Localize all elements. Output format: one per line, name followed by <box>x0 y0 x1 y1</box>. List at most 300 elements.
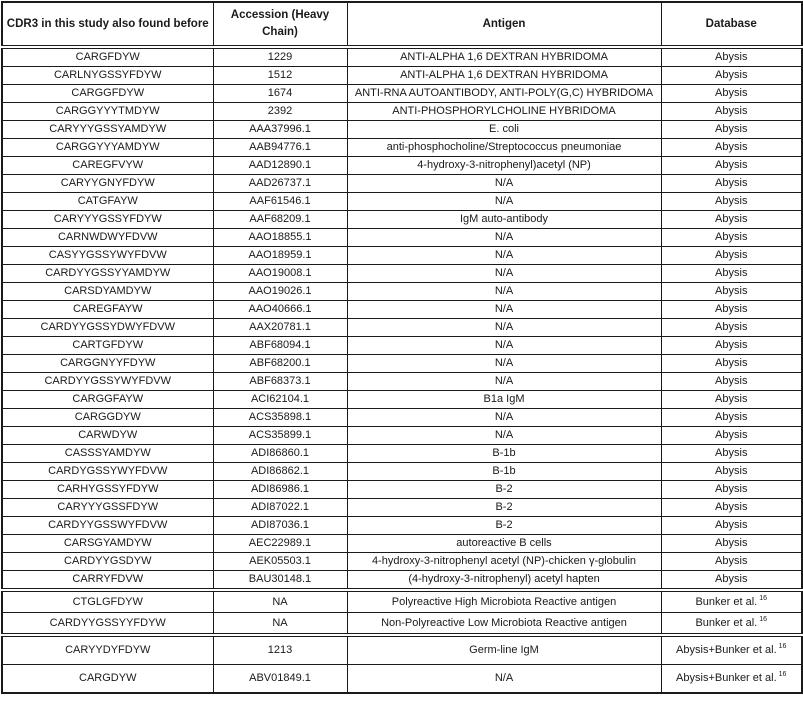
cell-database <box>661 265 802 283</box>
table-row <box>2 391 802 409</box>
cell-cdr3 <box>2 229 213 247</box>
cell-antigen <box>347 157 661 175</box>
cell-antigen <box>347 427 661 445</box>
reference-superscript: 16 <box>759 594 768 602</box>
cell-database <box>661 319 802 337</box>
cell-accession <box>213 229 347 247</box>
cell-database <box>661 613 802 636</box>
cell-antigen <box>347 229 661 247</box>
antigen-value: Germ-line IgM <box>469 644 539 656</box>
accession-value: AAF68209.1 <box>249 213 311 225</box>
cell-accession <box>213 85 347 103</box>
cell-accession <box>213 211 347 229</box>
table-row <box>2 247 802 265</box>
cell-cdr3 <box>2 445 213 463</box>
accession-value: ADI86862.1 <box>250 465 310 477</box>
cdr3-value: CARYYYGSSFDYW <box>57 501 159 513</box>
cell-database <box>661 337 802 355</box>
antigen-value: B1a IgM <box>483 393 525 405</box>
table-row <box>2 229 802 247</box>
cell-accession <box>213 391 347 409</box>
cdr3-comparison-table <box>1 1 803 694</box>
database-value: Abysis <box>715 213 748 225</box>
cell-antigen <box>347 409 661 427</box>
table-body <box>2 47 802 693</box>
antigen-value: ANTI-PHOSPHORYLCHOLINE HYBRIDOMA <box>392 105 616 117</box>
cell-antigen <box>347 355 661 373</box>
cell-database <box>661 499 802 517</box>
reference-superscript: 16 <box>778 671 787 679</box>
database-value: Abysis <box>715 87 748 99</box>
database-value: Abysis <box>715 51 748 63</box>
database-value: Abysis <box>715 231 748 243</box>
antigen-value: N/A <box>494 429 514 441</box>
cdr3-value: CASYYGSSYWYFDVW <box>48 249 167 261</box>
cdr3-value: CAREGFAYW <box>73 303 143 315</box>
cell-cdr3 <box>2 571 213 591</box>
antigen-value: Non-Polyreactive Low Microbiota Reactive antigen <box>381 616 627 629</box>
accession-value: ABV01849.1 <box>249 672 311 684</box>
table-row <box>2 409 802 427</box>
table-row <box>2 103 802 121</box>
cdr3-value: CARDYYGSSYDWYFDVW <box>40 321 175 333</box>
database-value: Abysis+Bunker et al. <box>676 672 777 684</box>
cell-database <box>661 229 802 247</box>
cell-cdr3 <box>2 517 213 535</box>
antigen-value: ANTI-RNA AUTOANTIBODY, ANTI-POLY(G,C) HYBRIDOMA <box>354 87 654 99</box>
table-row <box>2 211 802 229</box>
accession-value: AAO18855.1 <box>248 231 312 243</box>
cell-cdr3 <box>2 553 213 571</box>
cell-database <box>661 553 802 571</box>
cell-cdr3 <box>2 175 213 193</box>
table-row <box>2 427 802 445</box>
cell-database <box>661 283 802 301</box>
cdr3-value: CARYYDYFDYW <box>65 644 151 656</box>
database-value: Abysis <box>715 555 748 567</box>
database-value: Abysis <box>715 285 748 297</box>
database-value: Abysis <box>715 519 748 531</box>
cell-accession <box>213 319 347 337</box>
cell-antigen <box>347 265 661 283</box>
antigen-value: N/A <box>494 321 514 333</box>
table-row <box>2 283 802 301</box>
table-row <box>2 67 802 85</box>
cell-database <box>661 571 802 591</box>
cell-antigen <box>347 121 661 139</box>
accession-value: AAO19008.1 <box>248 267 312 279</box>
antigen-value: N/A <box>494 339 514 351</box>
cell-accession <box>213 517 347 535</box>
cdr3-value: CARDYYGSSYWYFDVW <box>44 375 171 387</box>
cell-antigen <box>347 635 661 665</box>
database-value: Abysis <box>715 411 748 423</box>
table-row <box>2 613 802 636</box>
cell-antigen <box>347 301 661 319</box>
database-value: Bunker et al. <box>695 616 758 629</box>
cdr3-value: CARGGYYYAMDYW <box>55 141 160 153</box>
table-row <box>2 355 802 373</box>
cell-antigen <box>347 211 661 229</box>
cell-accession <box>213 409 347 427</box>
database-value: Abysis <box>715 141 748 153</box>
cell-cdr3 <box>2 283 213 301</box>
table-header <box>2 2 802 47</box>
cell-database <box>661 409 802 427</box>
accession-value: AAO40666.1 <box>248 303 312 315</box>
database-value: Abysis <box>715 393 748 405</box>
table-row <box>2 175 802 193</box>
cell-database <box>661 211 802 229</box>
cell-antigen <box>347 319 661 337</box>
accession-value: AAX20781.1 <box>249 321 311 333</box>
cell-database <box>661 139 802 157</box>
database-value: Abysis <box>715 105 748 117</box>
cell-antigen <box>347 193 661 211</box>
cell-accession <box>213 445 347 463</box>
cell-accession <box>213 247 347 265</box>
antigen-value: ANTI-ALPHA 1,6 DEXTRAN HYBRIDOMA <box>400 51 608 63</box>
reference-superscript: 16 <box>759 615 768 623</box>
cell-accession <box>213 139 347 157</box>
accession-value: ABF68373.1 <box>249 375 311 387</box>
accession-value: ADI87022.1 <box>250 501 310 513</box>
cell-antigen <box>347 337 661 355</box>
cell-database <box>661 517 802 535</box>
cell-cdr3 <box>2 47 213 67</box>
table-row <box>2 121 802 139</box>
accession-value: AEC22989.1 <box>248 537 312 549</box>
table-row <box>2 47 802 67</box>
table-row <box>2 571 802 591</box>
antigen-value: N/A <box>494 357 514 369</box>
cdr3-value: CARDYGSSYWYFDVW <box>48 465 168 477</box>
cell-accession <box>213 67 347 85</box>
cell-accession <box>213 175 347 193</box>
cdr3-value: CARYYGNYFDYW <box>60 177 155 189</box>
table-row <box>2 319 802 337</box>
cdr3-value: CARGFDYW <box>75 51 140 63</box>
cdr3-table-container <box>1 1 801 694</box>
database-value: Abysis <box>715 177 748 189</box>
database-value: Abysis+Bunker et al. <box>676 644 777 656</box>
cell-database <box>661 121 802 139</box>
cell-database <box>661 47 802 67</box>
table-row <box>2 157 802 175</box>
cell-cdr3 <box>2 85 213 103</box>
cell-database <box>661 481 802 499</box>
database-value: Abysis <box>715 465 748 477</box>
table-row <box>2 517 802 535</box>
database-value: Abysis <box>715 501 748 513</box>
cell-accession <box>213 103 347 121</box>
cell-accession <box>213 373 347 391</box>
cell-accession <box>213 481 347 499</box>
accession-value: ADI86860.1 <box>250 447 310 459</box>
cell-accession <box>213 265 347 283</box>
antigen-value: N/A <box>494 249 514 261</box>
cell-cdr3 <box>2 590 213 613</box>
antigen-value: N/A <box>494 411 514 423</box>
table-row <box>2 265 802 283</box>
cell-accession <box>213 571 347 591</box>
cdr3-value: CARSGYAMDYW <box>63 537 152 549</box>
cdr3-value: CARGGFDYW <box>71 87 145 99</box>
cell-database <box>661 463 802 481</box>
cell-antigen <box>347 499 661 517</box>
cell-accession <box>213 427 347 445</box>
database-value: Abysis <box>715 447 748 459</box>
antigen-value: IgM auto-antibody <box>459 213 549 225</box>
cdr3-value: CAREGFVYW <box>72 159 144 171</box>
cell-antigen <box>347 517 661 535</box>
cell-accession <box>213 337 347 355</box>
cell-accession <box>213 635 347 665</box>
cell-cdr3 <box>2 391 213 409</box>
cell-cdr3 <box>2 355 213 373</box>
cell-cdr3 <box>2 139 213 157</box>
cell-cdr3 <box>2 427 213 445</box>
cdr3-value: CARGDYW <box>79 672 137 684</box>
antigen-value: autoreactive B cells <box>456 537 552 549</box>
cell-cdr3 <box>2 463 213 481</box>
cell-database <box>661 301 802 319</box>
cdr3-value: CTGLGFDYW <box>72 595 143 608</box>
header-row <box>2 2 802 47</box>
cell-cdr3 <box>2 211 213 229</box>
cell-database <box>661 193 802 211</box>
header-cdr3: CDR3 in this study also found before <box>2 2 213 47</box>
cdr3-value: CARGGDYW <box>74 411 141 423</box>
cell-accession <box>213 301 347 319</box>
accession-value: ADI86986.1 <box>250 483 310 495</box>
cell-cdr3 <box>2 301 213 319</box>
cell-cdr3 <box>2 481 213 499</box>
database-value: Abysis <box>715 249 748 261</box>
cell-antigen <box>347 665 661 694</box>
table-row <box>2 85 802 103</box>
accession-value: AAF61546.1 <box>249 195 311 207</box>
accession-value: AAO18959.1 <box>248 249 312 261</box>
cell-cdr3 <box>2 613 213 636</box>
cell-antigen <box>347 590 661 613</box>
cell-database <box>661 247 802 265</box>
antigen-value: anti-phosphocholine/Streptococcus pneumoniae <box>386 141 622 153</box>
cell-database <box>661 157 802 175</box>
cell-cdr3 <box>2 193 213 211</box>
cell-accession <box>213 157 347 175</box>
accession-value: AAD12890.1 <box>248 159 312 171</box>
cell-accession <box>213 590 347 613</box>
accession-value: ABF68200.1 <box>249 357 311 369</box>
accession-value: AAA37996.1 <box>249 123 311 135</box>
table-row <box>2 373 802 391</box>
cell-database <box>661 175 802 193</box>
cell-database <box>661 590 802 613</box>
cell-antigen <box>347 535 661 553</box>
cell-cdr3 <box>2 635 213 665</box>
cell-cdr3 <box>2 157 213 175</box>
accession-value: ACS35898.1 <box>248 411 312 423</box>
database-value: Abysis <box>715 573 748 585</box>
accession-value: AAD26737.1 <box>248 177 312 189</box>
cell-accession <box>213 613 347 636</box>
table-row <box>2 463 802 481</box>
antigen-value: 4-hydroxy-3-nitrophenyl)acetyl (NP) <box>417 159 591 171</box>
antigen-value: Polyreactive High Microbiota Reactive antigen <box>391 595 617 608</box>
table-row <box>2 665 802 694</box>
cdr3-value: CARSDYAMDYW <box>64 285 152 297</box>
database-value: Abysis <box>715 69 748 81</box>
accession-value: 1512 <box>267 69 293 81</box>
cdr3-value: CARDYYGSSYYFDYW <box>49 616 166 629</box>
accession-value: 1229 <box>267 51 293 63</box>
cdr3-value: CASSSYAMDYW <box>64 447 151 459</box>
cdr3-value: CARWDYW <box>78 429 138 441</box>
cell-database <box>661 535 802 553</box>
cell-database <box>661 67 802 85</box>
cell-accession <box>213 355 347 373</box>
cdr3-value: CARRYFDVW <box>72 573 144 585</box>
antigen-value: N/A <box>494 177 514 189</box>
database-value: Abysis <box>715 267 748 279</box>
table-row <box>2 139 802 157</box>
cdr3-value: CARGGFAYW <box>72 393 144 405</box>
database-value: Abysis <box>715 195 748 207</box>
database-value: Abysis <box>715 429 748 441</box>
cell-accession <box>213 535 347 553</box>
cell-database <box>661 85 802 103</box>
accession-value: ACI62104.1 <box>250 393 310 405</box>
cell-database <box>661 427 802 445</box>
table-row <box>2 635 802 665</box>
header-database: Database <box>661 2 802 47</box>
cell-accession <box>213 665 347 694</box>
database-value: Abysis <box>715 321 748 333</box>
cell-accession <box>213 193 347 211</box>
cell-accession <box>213 121 347 139</box>
cell-antigen <box>347 571 661 591</box>
antigen-value: ANTI-ALPHA 1,6 DEXTRAN HYBRIDOMA <box>400 69 608 81</box>
cell-cdr3 <box>2 103 213 121</box>
antigen-value: 4-hydroxy-3-nitrophenyl acetyl (NP)-chicken γ-globulin <box>371 555 637 567</box>
cell-antigen <box>347 283 661 301</box>
table-row <box>2 481 802 499</box>
accession-value: 2392 <box>267 105 293 117</box>
accession-value: ADI87036.1 <box>250 519 310 531</box>
accession-value: BAU30148.1 <box>248 573 312 585</box>
accession-value: ACS35899.1 <box>248 429 312 441</box>
antigen-value: B-2 <box>495 501 513 513</box>
cell-database <box>661 391 802 409</box>
cell-antigen <box>347 175 661 193</box>
cell-antigen <box>347 85 661 103</box>
database-value: Abysis <box>715 303 748 315</box>
cell-antigen <box>347 47 661 67</box>
table-row <box>2 590 802 613</box>
antigen-value: N/A <box>494 267 514 279</box>
cell-antigen <box>347 139 661 157</box>
antigen-value: B-1b <box>492 447 516 459</box>
accession-value: NA <box>272 616 288 629</box>
antigen-value: E. coli <box>489 123 519 135</box>
antigen-value: N/A <box>494 231 514 243</box>
antigen-value: N/A <box>494 303 514 315</box>
cdr3-value: CARYYYGSSYFDYW <box>53 213 162 225</box>
cell-cdr3 <box>2 67 213 85</box>
database-value: Abysis <box>715 159 748 171</box>
header-antigen: Antigen <box>347 2 661 47</box>
table-row <box>2 535 802 553</box>
database-value: Abysis <box>715 483 748 495</box>
cell-accession <box>213 463 347 481</box>
accession-value: NA <box>272 595 288 608</box>
table-row <box>2 301 802 319</box>
cdr3-value: CARNWDWYFDVW <box>57 231 158 243</box>
cell-database <box>661 373 802 391</box>
cell-cdr3 <box>2 121 213 139</box>
cell-cdr3 <box>2 319 213 337</box>
accession-value: ABF68094.1 <box>249 339 311 351</box>
cell-database <box>661 665 802 694</box>
cell-antigen <box>347 103 661 121</box>
antigen-value: N/A <box>494 375 514 387</box>
antigen-value: B-2 <box>495 483 513 495</box>
cdr3-value: CARHYGSSYFDYW <box>57 483 159 495</box>
cell-accession <box>213 283 347 301</box>
cell-accession <box>213 553 347 571</box>
database-value: Abysis <box>715 339 748 351</box>
antigen-value: B-1b <box>492 465 516 477</box>
accession-value: AEK05503.1 <box>249 555 311 567</box>
cdr3-value: CARTGFDYW <box>72 339 144 351</box>
cell-antigen <box>347 391 661 409</box>
cdr3-value: CARGGNYYFDYW <box>60 357 156 369</box>
cell-cdr3 <box>2 535 213 553</box>
cell-antigen <box>347 613 661 636</box>
cell-cdr3 <box>2 265 213 283</box>
table-row <box>2 337 802 355</box>
cell-database <box>661 445 802 463</box>
database-value: Abysis <box>715 375 748 387</box>
cell-antigen <box>347 553 661 571</box>
cell-cdr3 <box>2 665 213 694</box>
cell-database <box>661 355 802 373</box>
cdr3-value: CARDYYGSDYW <box>64 555 152 567</box>
cell-cdr3 <box>2 373 213 391</box>
header-accession: Accession (Heavy Chain) <box>213 2 347 47</box>
cdr3-value: CARDYYGSSYYAMDYW <box>45 267 171 279</box>
table-row <box>2 499 802 517</box>
accession-value: 1213 <box>267 644 293 656</box>
cell-antigen <box>347 445 661 463</box>
database-value: Abysis <box>715 537 748 549</box>
antigen-value: N/A <box>494 285 514 297</box>
cell-cdr3 <box>2 337 213 355</box>
antigen-value: N/A <box>494 195 514 207</box>
cell-antigen <box>347 481 661 499</box>
table-row <box>2 193 802 211</box>
cdr3-value: CATGFAYW <box>77 195 138 207</box>
table-row <box>2 445 802 463</box>
cell-cdr3 <box>2 409 213 427</box>
cell-antigen <box>347 67 661 85</box>
cell-cdr3 <box>2 499 213 517</box>
antigen-value: (4-hydroxy-3-nitrophenyl) acetyl hapten <box>408 573 600 585</box>
database-value: Bunker et al. <box>695 595 758 608</box>
accession-value: AAO19026.1 <box>248 285 312 297</box>
cdr3-value: CARLNYGSSYFDYW <box>53 69 162 81</box>
